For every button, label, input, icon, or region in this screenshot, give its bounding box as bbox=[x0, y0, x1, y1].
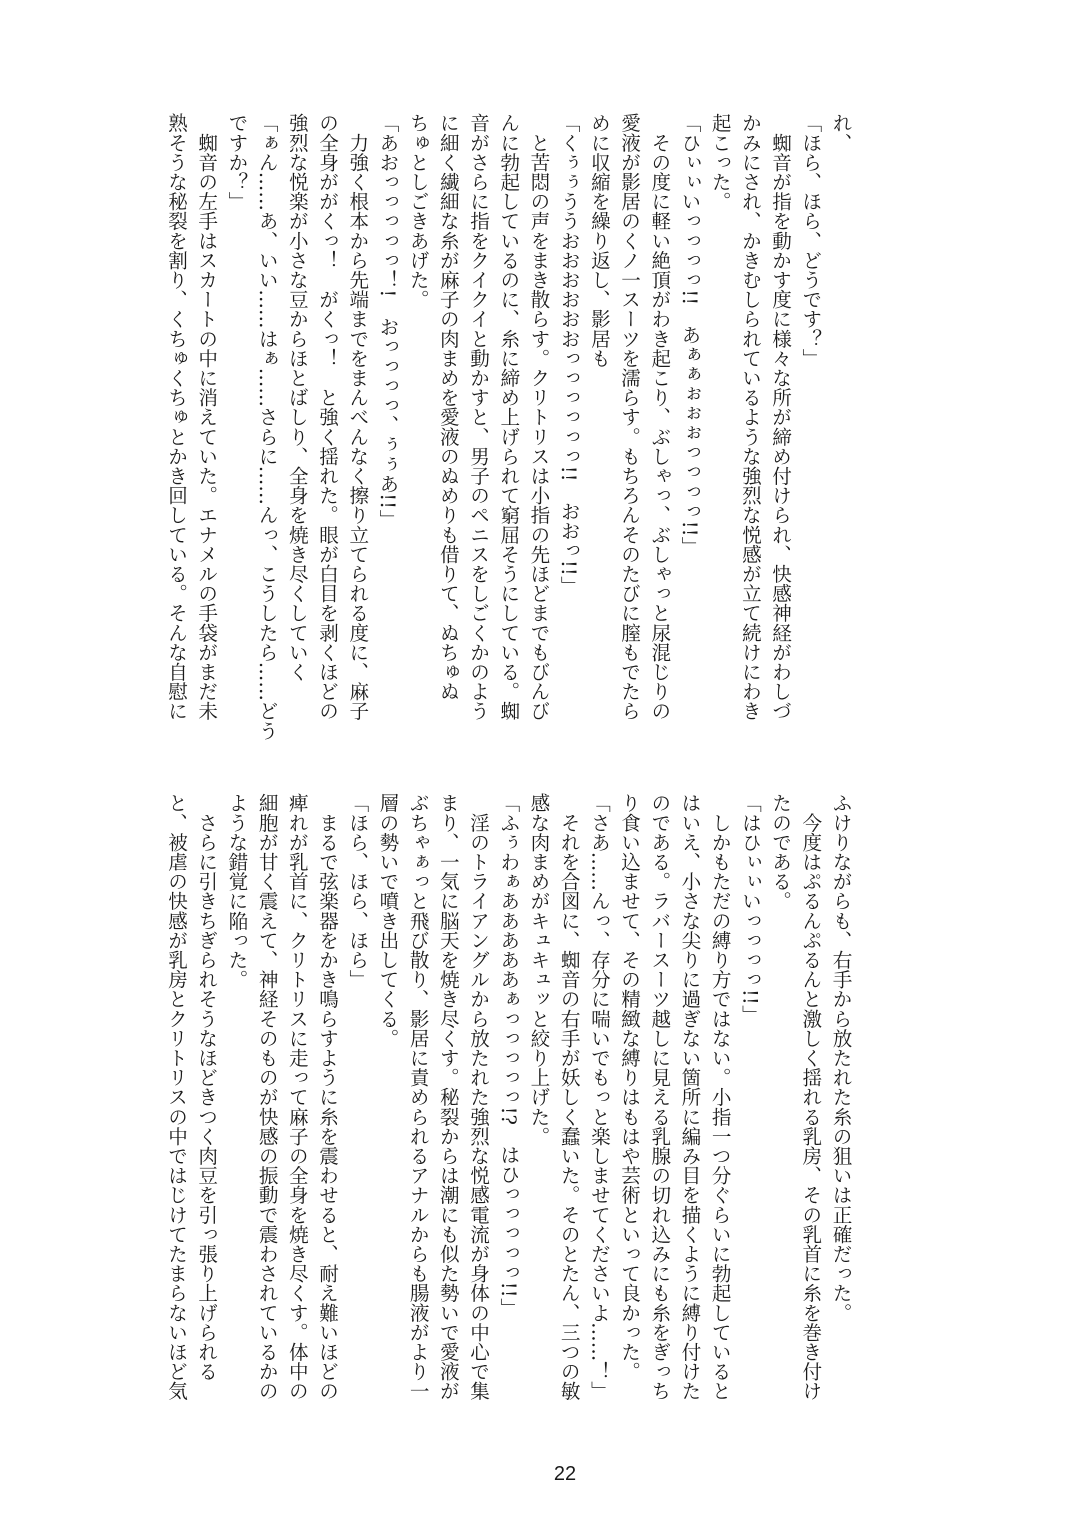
text-column: 「はひぃぃいっっっっ!!」 bbox=[738, 793, 762, 1025]
text-column: に細く繊細な糸が麻子の肉まめを愛液のぬめりも借りて、ぬちゅぬ bbox=[436, 113, 460, 701]
text-column: その度に軽い絶頂がわき起こり、ぶしゃっ、ぶしゃっと尿混じりの bbox=[647, 113, 671, 721]
text-column: 「あおっっっっっ！! おっっっっ、ぅぅあ!!」 bbox=[375, 113, 399, 529]
text-column: 感な肉まめがキュキュッと絞り上げた。 bbox=[526, 793, 550, 1146]
text-column: さらに引きちぎられそうなほどきつく肉豆を引っ張り上げられる bbox=[194, 793, 218, 1381]
text-column: 熟そうな秘裂を割り、くちゅくちゅとかき回している。そんな自慰に bbox=[164, 113, 188, 721]
text-column: 音がさらに指をクイクイと動かすと、男子のペニスをしごくかのよう bbox=[466, 113, 490, 721]
text-column: まるで弦楽器をかき鳴らすように糸を震わせると、耐え難いほどの bbox=[315, 793, 339, 1401]
text-column: 層の勢いで噴き出してくる。 bbox=[375, 793, 399, 1048]
text-column: んに勃起しているのに、糸に締め上げられて窮屈そうにしている。蜘 bbox=[496, 113, 520, 721]
text-column: たのである。 bbox=[768, 793, 792, 911]
text-column: 痺れが乳首に、クリトリスに走って麻子の全身を焼き尽くす。体中の bbox=[285, 793, 309, 1401]
text-column: 淫のトライアングルから放たれた強烈な悦感電流が身体の中心で集 bbox=[466, 793, 490, 1401]
text-column: 細胞が甘く震えて、神経そのものが快感の振動で震わされているかの bbox=[255, 793, 279, 1401]
text-column: のである。ラバースーツ越しに見える乳腺の切れ込みにも糸をぎっち bbox=[647, 793, 671, 1401]
text-column: それを合図に、蜘音の右手が妖しく蠢いた。そのとたん、三つの敏 bbox=[557, 793, 581, 1401]
text-column: れ、 bbox=[829, 113, 852, 153]
text-block-top bbox=[160, 113, 855, 741]
text-column: 「ほら、ほら、ほら」 bbox=[345, 793, 369, 989]
text-column: 「ふぅわぁあああああぁっっっっっ!? はひっっっっっ!!」 bbox=[496, 793, 520, 1318]
text-column: ような錯覚に陥った。 bbox=[224, 793, 248, 989]
text-column: 「ひぃぃいっっっっ!! あぁぁぉぉぉっっっっ!!」 bbox=[677, 113, 701, 557]
text-column: めに収縮を繰り返し、影居も bbox=[587, 113, 611, 368]
text-column: り食い込ませて、その精緻な縛りはもはや芸術といって良かった。 bbox=[617, 793, 641, 1381]
text-column: 強烈な悦楽が小さな豆からほとばしり、全身を焼き尽くしていく bbox=[285, 113, 309, 682]
text-column: の全身ががくっ！ がくっ！ と強く揺れた。眼が白目を剥くほどの bbox=[315, 113, 339, 721]
text-column: しかもただの縛り方ではない。小指一つ分ぐらいに勃起していると bbox=[708, 793, 732, 1401]
page-number: 22 bbox=[553, 1463, 577, 1485]
text-column: 「ほら、ほら、どうです？」 bbox=[798, 113, 822, 368]
text-column: ですか？」 bbox=[224, 113, 248, 211]
text-column: ちゅとしごきあげた。 bbox=[406, 113, 430, 309]
text-column: ぶちゃぁっと飛び散り、影居に責められるアナルからも腸液がより一 bbox=[406, 793, 430, 1401]
text-column: 蜘音の左手はスカートの中に消えていた。エナメルの手袋がまだ未 bbox=[194, 113, 218, 721]
text-column: かみにされ、かきむしられているような強烈な悦感が立て続けにわき bbox=[738, 113, 762, 721]
text-column: はいえ、小さな尖りに過ぎない箇所に編み目を描くように縛り付けた bbox=[677, 793, 701, 1401]
text-column: 今度はぷるんぷるんと激しく揺れる乳房、その乳首に糸を巻き付け bbox=[798, 793, 822, 1401]
text-block-bottom bbox=[160, 793, 855, 1413]
text-column: ふけりながらも、右手から放たれた糸の狙いは正確だった。 bbox=[829, 793, 852, 1323]
text-column: 起こった。 bbox=[708, 113, 732, 211]
text-column: まり、一気に脳天を焼き尽くす。秘裂からは潮にも似た勢いで愛液が bbox=[436, 793, 460, 1401]
text-column: 「ぁん……あ、いい……はぁ……さらに……んっ、こうしたら……どう bbox=[255, 113, 279, 741]
text-column: と、被虐の快感が乳房とクリトリスの中ではじけてたまらないほど気 bbox=[164, 793, 188, 1401]
text-column: と苦悶の声をまき散らす。クリトリスは小指の先ほどまでもびんび bbox=[526, 113, 550, 721]
text-column: 「さあ……んっ、存分に喘いでもっと楽しませてくださいよ……！」 bbox=[587, 793, 611, 1401]
text-column: 愛液が影居のくノ一スーツを濡らす。もちろんそのたびに膣もでたら bbox=[617, 113, 641, 721]
text-column: 「くぅぅううおおおおおおっっっっっっ!! おおっ!!」 bbox=[557, 113, 581, 596]
text-column: 蜘音が指を動かす度に様々な所が締め付けられ、快感神経がわしづ bbox=[768, 113, 792, 721]
text-column: 力強く根本から先端までをまんべんなく擦り立てられる度に、麻子 bbox=[345, 113, 369, 721]
